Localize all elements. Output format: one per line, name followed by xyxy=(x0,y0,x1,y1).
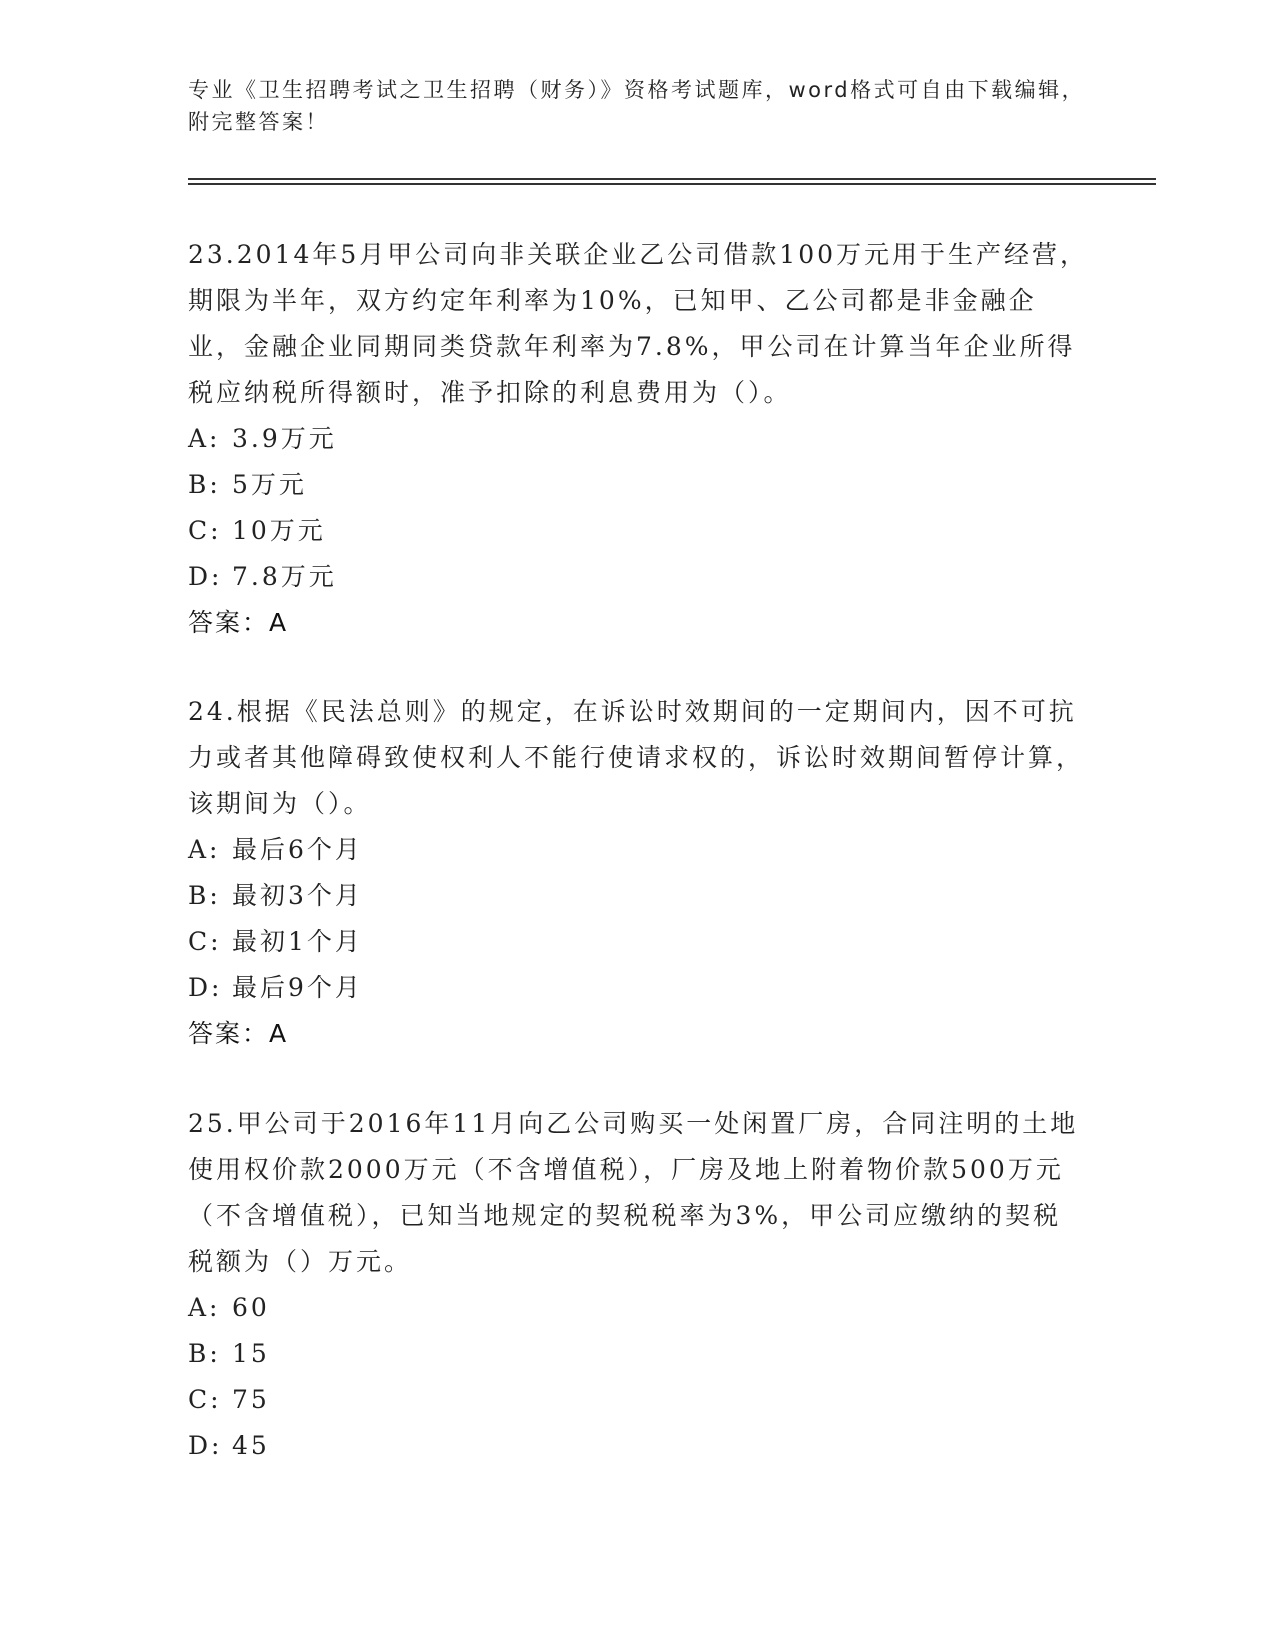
question-24 xyxy=(188,689,1088,1057)
option-text: 10万元 xyxy=(232,516,326,545)
option-key: C: xyxy=(188,516,222,545)
answer-label: 答案：A xyxy=(188,1019,289,1048)
option-key: B: xyxy=(188,881,221,910)
option-d xyxy=(188,1423,1088,1469)
option-text: 最后6个月 xyxy=(232,835,363,864)
question-23 xyxy=(188,232,1088,646)
option-text: 最后9个月 xyxy=(232,973,363,1002)
option-key: B: xyxy=(188,1339,221,1368)
option-key: C: xyxy=(188,927,222,956)
option-key: D: xyxy=(188,1431,223,1460)
option-text: 最初3个月 xyxy=(232,881,363,910)
option-text: 60 xyxy=(232,1293,270,1322)
option-a xyxy=(188,416,1088,462)
header-divider-bottom xyxy=(188,183,1156,185)
option-key: D: xyxy=(188,562,223,591)
document-header: 专业《卫生招聘考试之卫生招聘（财务）》资格考试题库，word格式可自由下载编辑，附完整答案！ xyxy=(188,78,1086,134)
question-25 xyxy=(188,1101,1088,1469)
question-text: 24.根据《民法总则》的规定，在诉讼时效期间的一定期间内，因不可抗力或者其他障碍致使权利人不能行使请求权的，诉讼时效期间暂停计算，该期间为（）。 xyxy=(188,697,1085,818)
option-d xyxy=(188,965,1088,1011)
option-c xyxy=(188,919,1088,965)
option-d xyxy=(188,554,1088,600)
option-key: A: xyxy=(188,424,221,453)
option-key: C: xyxy=(188,1385,222,1414)
option-c xyxy=(188,508,1088,554)
answer-label: 答案：A xyxy=(188,608,289,637)
question-text: 25.甲公司于2016年11月向乙公司购买一处闲置厂房，合同注明的土地使用权价款2000万元（不含增值税），厂房及地上附着物价款500万元（不含增值税），已知当地规定的契税税率为3%，甲公司应缴纳的契税税额为（）万元。 xyxy=(188,1109,1079,1276)
option-a xyxy=(188,1285,1088,1331)
option-key: A: xyxy=(188,1293,221,1322)
option-key: B: xyxy=(188,470,221,499)
option-key: D: xyxy=(188,973,223,1002)
option-a xyxy=(188,827,1088,873)
option-key: A: xyxy=(188,835,221,864)
option-text: 7.8万元 xyxy=(232,562,337,591)
option-text: 3.9万元 xyxy=(232,424,337,453)
option-text: 最初1个月 xyxy=(232,927,363,956)
question-text: 23.2014年5月甲公司向非关联企业乙公司借款100万元用于生产经营，期限为半年，双方约定年利率为10%，已知甲、乙公司都是非金融企业，金融企业同期同类贷款年利率为7.8%，甲公司在计算当年企业所得税应纳税所得额时，准予扣除的利息费用为（）。 xyxy=(188,240,1089,407)
option-b xyxy=(188,1331,1088,1377)
option-text: 15 xyxy=(232,1339,270,1368)
option-text: 75 xyxy=(232,1385,270,1414)
option-text: 45 xyxy=(232,1431,270,1460)
header-divider-top xyxy=(188,178,1156,180)
option-b xyxy=(188,873,1088,919)
option-text: 5万元 xyxy=(232,470,307,499)
option-b xyxy=(188,462,1088,508)
option-c xyxy=(188,1377,1088,1423)
